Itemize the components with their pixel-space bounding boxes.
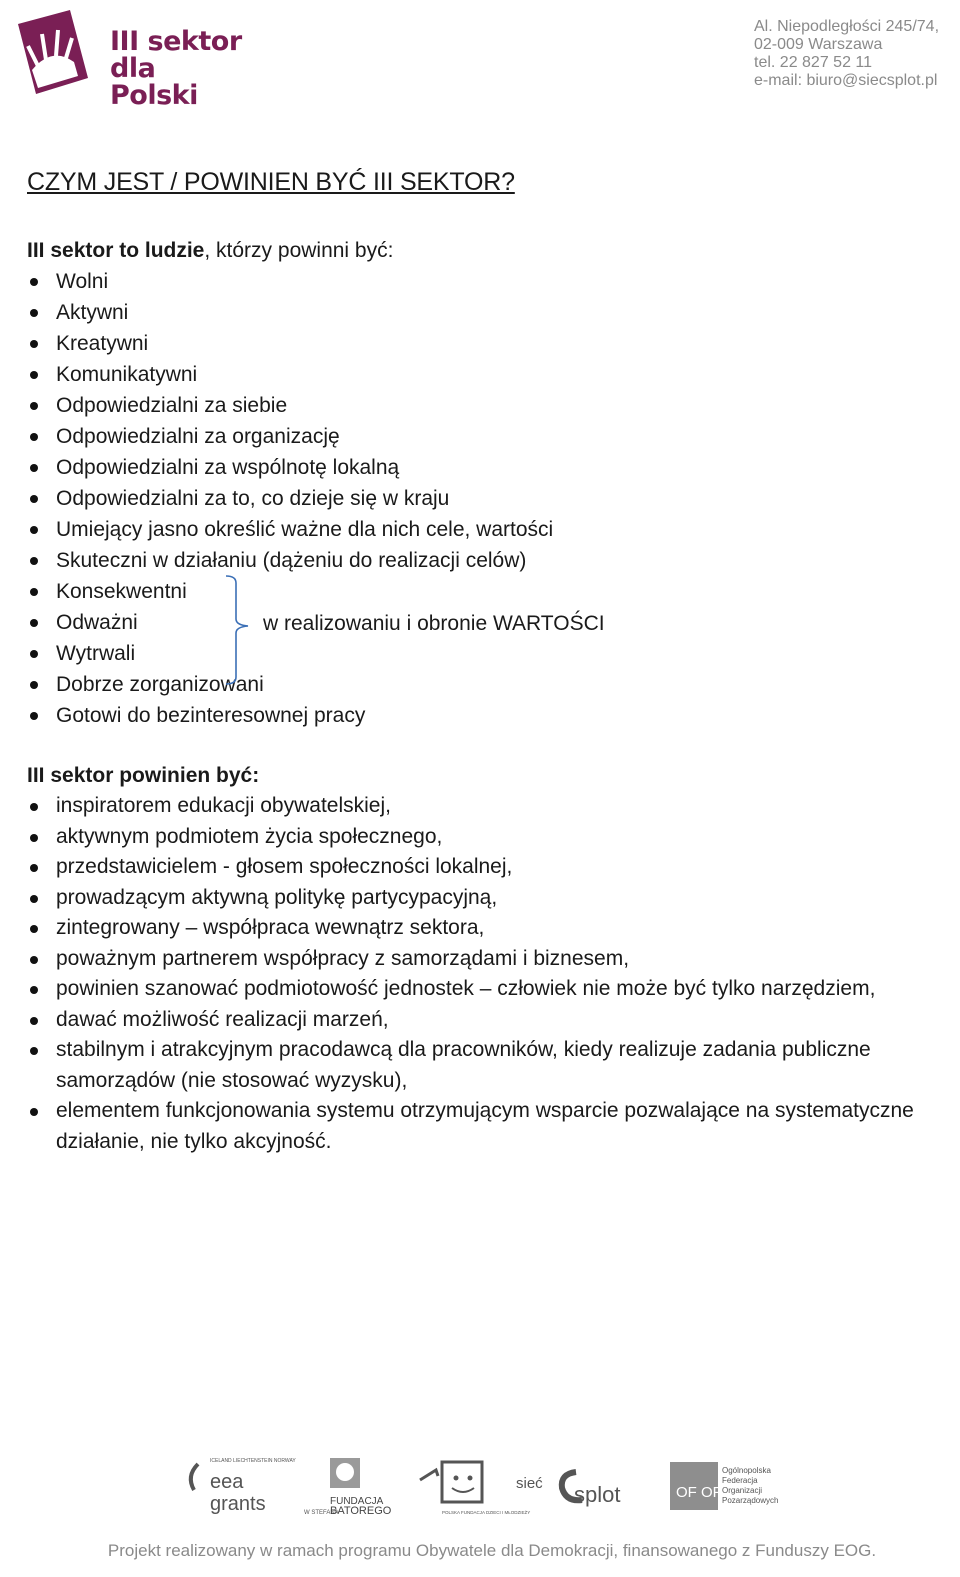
siec-splot-logo bbox=[516, 1472, 620, 1507]
section-people-lead-rest: , którzy powinni być: bbox=[204, 239, 394, 262]
section-people bbox=[27, 235, 553, 731]
list-item: poważnym partnerem współpracy z samorządami i biznesem, bbox=[27, 944, 932, 975]
section-sector-lead-bold: III sektor powinien być: bbox=[27, 764, 260, 787]
ofop-line-3: Organizacji bbox=[722, 1486, 763, 1495]
splot-text: splot bbox=[574, 1482, 621, 1507]
brace-note: w realizowaniu i obronie WARTOŚCI bbox=[263, 612, 605, 635]
email-label: e-mail: bbox=[754, 72, 807, 89]
list-item: Odpowiedzialni za siebie bbox=[27, 390, 553, 421]
eea-text: eea bbox=[210, 1471, 244, 1493]
logo-wordmark bbox=[110, 28, 248, 109]
children-small-text: POLSKA FUNDACJA DZIECI I MŁODZIEŻY bbox=[442, 1510, 531, 1515]
list-item: Odpowiedzialni za organizację bbox=[27, 421, 553, 452]
ofop-line-1: Ogólnopolska bbox=[722, 1466, 771, 1475]
list-item: Aktywni bbox=[27, 297, 553, 328]
list-item: Odważni bbox=[27, 607, 553, 638]
address-line-2: 02-009 Warszawa bbox=[754, 36, 883, 53]
organization-logo bbox=[8, 6, 248, 111]
list-item: Komunikatywni bbox=[27, 359, 553, 390]
list-item: powinien szanować podmiotowość jednostek – człowiek nie może być tylko narzędziem, bbox=[27, 974, 932, 1005]
siec-text: sieć bbox=[516, 1475, 543, 1492]
list-item: Kreatywni bbox=[27, 328, 553, 359]
list-item: elementem funkcjonowania systemu otrzymującym wsparcie pozwalające na systematyczne działanie, nie tylko akcyjność. bbox=[27, 1096, 932, 1157]
list-item: Odpowiedzialni za to, co dzieje się w kraju bbox=[27, 483, 553, 514]
eea-small-text: ICELAND LIECHTENSTEIN NORWAY bbox=[210, 1458, 296, 1464]
children-foundation-logo bbox=[420, 1462, 530, 1515]
batory-foundation-logo bbox=[304, 1458, 392, 1517]
sun-emblem-icon bbox=[8, 6, 94, 98]
list-item: przedstawicielem - głosem społeczności lokalnej, bbox=[27, 852, 932, 883]
contact-info bbox=[754, 18, 939, 90]
partner-logos bbox=[180, 1450, 800, 1520]
list-item: Konsekwentni bbox=[27, 576, 553, 607]
footer-note: Projekt realizowany w ramach programu Obywatele dla Demokracji, finansowanego z Funduszy EOG. bbox=[107, 1541, 877, 1560]
email-link[interactable]: biuro@siecsplot.pl bbox=[806, 72, 938, 89]
curly-brace-icon bbox=[226, 575, 250, 685]
list-item: inspiratorem edukacji obywatelskiej, bbox=[27, 791, 932, 822]
list-item: Dobrze zorganizowani bbox=[27, 669, 553, 700]
ofop-line-4: Pozarządowych bbox=[722, 1496, 779, 1505]
list-item: Wolni bbox=[27, 266, 553, 297]
batory-name-text: BATOREGO bbox=[330, 1505, 392, 1517]
list-item: stabilnym i atrakcyjnym pracodawcą dla pracowników, kiedy realizuje zadania publiczne samorządów (nie stosować wyzysku), bbox=[27, 1035, 932, 1096]
list-item: aktywnym podmiotem życia społecznego, bbox=[27, 822, 932, 853]
grants-text: grants bbox=[210, 1493, 266, 1515]
batory-small-text: W STEFANA bbox=[304, 1510, 339, 1516]
ofop-letters: OF OP bbox=[676, 1484, 723, 1501]
section-people-lead-bold: III sektor to ludzie bbox=[27, 239, 205, 262]
people-traits-list bbox=[27, 266, 553, 731]
address-line-1: Al. Niepodległości 245/74, bbox=[754, 18, 940, 35]
list-item: Umiejący jasno określić ważne dla nich cele, wartości bbox=[27, 514, 553, 545]
section-people-lead bbox=[27, 235, 553, 266]
eea-grants-logo bbox=[191, 1458, 297, 1515]
list-item: Wytrwali bbox=[27, 638, 553, 669]
phone-number: tel. 22 827 52 11 bbox=[754, 54, 873, 71]
list-item: zintegrowany – współpraca wewnątrz sektora, bbox=[27, 913, 932, 944]
email-line bbox=[754, 72, 939, 90]
ofop-logo bbox=[670, 1462, 778, 1510]
section-sector-lead bbox=[27, 760, 932, 791]
list-item: Skuteczni w działaniu (dążeniu do realizacji celów) bbox=[27, 545, 553, 576]
logo-line-2: dla Polski bbox=[110, 53, 198, 111]
list-item: Odpowiedzialni za wspólnotę lokalną bbox=[27, 452, 553, 483]
list-item: Gotowi do bezinteresownej pracy bbox=[27, 700, 553, 731]
ofop-line-2: Federacja bbox=[722, 1476, 758, 1485]
batory-foundation-text: FUNDACJA bbox=[330, 1496, 384, 1507]
section-sector bbox=[27, 760, 932, 1157]
logo-line-1: III sektor bbox=[110, 26, 242, 57]
document-title: CZYM JEST / POWINIEN BYĆ III SEKTOR? bbox=[27, 168, 515, 196]
list-item: dawać możliwość realizacji marzeń, bbox=[27, 1005, 932, 1036]
sector-roles-list bbox=[27, 791, 932, 1157]
list-item: prowadzącym aktywną politykę partycypacyjną, bbox=[27, 883, 932, 914]
